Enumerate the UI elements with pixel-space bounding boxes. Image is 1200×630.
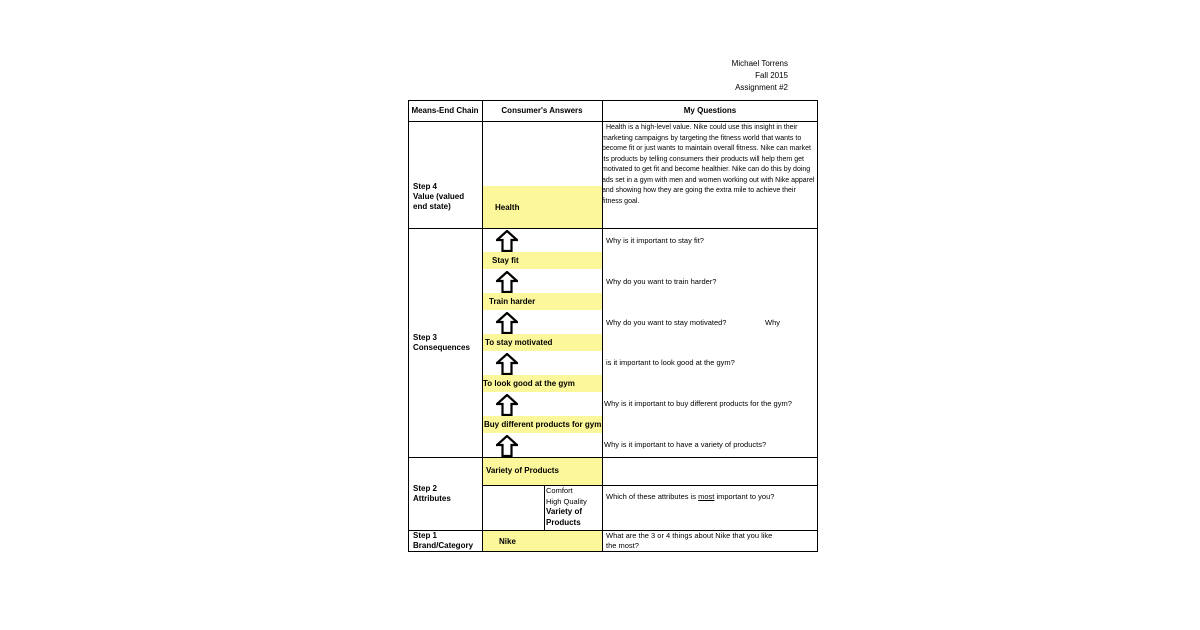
up-arrow-icon <box>496 271 518 293</box>
answer-text: Buy different products for gym <box>484 420 602 429</box>
question-text: Why do you want to stay motivated? <box>606 318 727 327</box>
answer-text: Variety of Products <box>486 466 559 475</box>
answer-text: Nike <box>499 537 516 546</box>
answer-text: Train harder <box>489 297 536 306</box>
author-name: Michael Torrens <box>731 59 788 68</box>
question-text: Why is it important to stay fit? <box>606 236 704 245</box>
step-label: Step 2 Attributes <box>413 484 451 503</box>
grid-line <box>817 100 818 552</box>
attribute-item: Products <box>546 517 581 527</box>
up-arrow-icon <box>496 312 518 334</box>
column-header: Means-End Chain <box>411 106 479 115</box>
grid-line <box>482 485 818 486</box>
grid-line <box>408 121 818 122</box>
step-label: Step 1 Brand/Category <box>413 531 474 550</box>
question-text: Why <box>765 318 780 327</box>
up-arrow-icon <box>496 435 518 457</box>
term: Fall 2015 <box>755 71 788 80</box>
grid-line <box>544 485 545 530</box>
grid-line <box>408 100 409 552</box>
answer-text: To look good at the gym <box>483 379 575 388</box>
answer-text: To stay motivated <box>485 338 553 347</box>
question-text: Why is it important to have a variety of products? <box>604 440 767 449</box>
question-text: is it important to look good at the gym? <box>606 358 735 367</box>
attribute-list <box>546 486 587 528</box>
column-header: Consumer's Answers <box>501 106 583 115</box>
means-end-chain-table <box>408 100 818 552</box>
attribute-item: Comfort <box>546 486 573 495</box>
assignment-title: Assignment #2 <box>735 83 788 92</box>
up-arrow-icon <box>496 394 518 416</box>
step-label: Step 3 Consequences <box>413 333 470 352</box>
grid-line <box>408 100 818 101</box>
answer-text: Stay fit <box>492 256 519 265</box>
step-label: Step 4 Value (valued end state) <box>413 182 465 211</box>
grid-line <box>408 551 818 552</box>
question-text: Which of these attributes is most important to you? <box>606 492 775 501</box>
column-header: My Questions <box>683 106 737 115</box>
question-text: Why is it important to buy different products for the gym? <box>604 399 792 408</box>
attribute-item: High Quality <box>546 496 587 506</box>
insight-paragraph: Health is a high-level value. Nike could use this insight in their marketing campaigns by targeting the fitness world that wants to become fit or just wants to maintain overall fitness. Nike can market its products by telling consumers their products will help them get motivated to get fit and become healthier. Nike can do this by doing ads set in a gym with men and women working out with Nike apparel and showing how they are going the extra mile to achieve their fitness goal. <box>602 124 815 205</box>
document-header <box>732 58 788 94</box>
up-arrow-icon <box>496 353 518 375</box>
attribute-item: Variety of <box>546 507 583 516</box>
grid-line <box>482 100 483 552</box>
grid-line <box>408 228 818 229</box>
answer-text: Health <box>495 203 520 212</box>
question-text: What are the 3 or 4 things about Nike that you like the most? <box>606 531 773 550</box>
question-text: Why do you want to train harder? <box>606 277 717 286</box>
up-arrow-icon <box>496 230 518 252</box>
grid-line <box>408 457 818 458</box>
